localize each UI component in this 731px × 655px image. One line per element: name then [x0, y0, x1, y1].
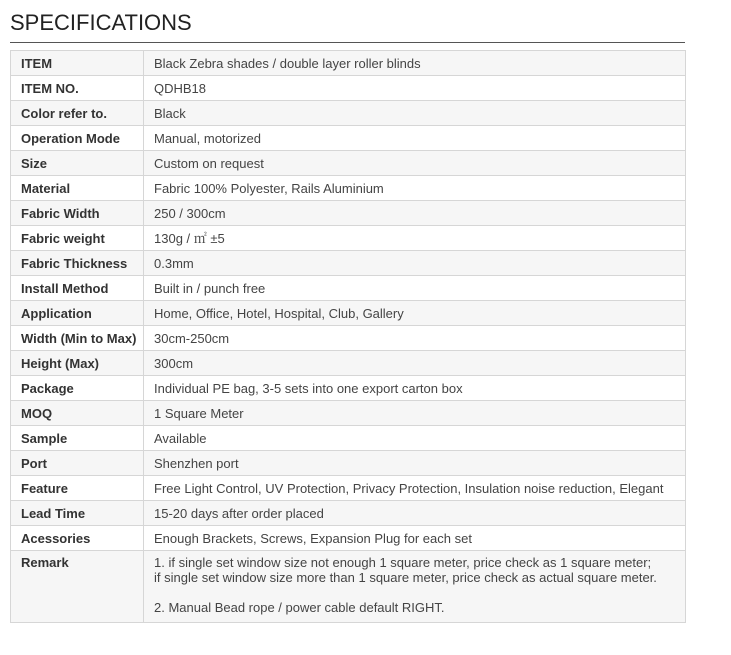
spec-value-application: Home, Office, Hotel, Hospital, Club, Gallery	[144, 301, 686, 326]
spec-label-material: Material	[11, 176, 144, 201]
spec-label-color: Color refer to.	[11, 101, 144, 126]
remark-line-3: 2. Manual Bead rope / power cable default RIGHT.	[154, 600, 445, 615]
spec-label-accessories: Acessories	[11, 526, 144, 551]
table-row-remark	[11, 551, 686, 623]
table-row	[11, 451, 686, 476]
spec-value-color: Black	[144, 101, 686, 126]
spec-value-package: Individual PE bag, 3-5 sets into one export carton box	[144, 376, 686, 401]
table-row	[11, 76, 686, 101]
spec-value-size: Custom on request	[144, 151, 686, 176]
spec-label-sample: Sample	[11, 426, 144, 451]
spec-label-fabric-width: Fabric Width	[11, 201, 144, 226]
table-row	[11, 176, 686, 201]
spec-value-remark	[144, 551, 686, 623]
remark-spacer	[154, 585, 685, 600]
title-divider	[10, 42, 685, 43]
spec-label-moq: MOQ	[11, 401, 144, 426]
spec-label-size: Size	[11, 151, 144, 176]
spec-value-sample: Available	[144, 426, 686, 451]
table-row	[11, 351, 686, 376]
table-row	[11, 126, 686, 151]
spec-value-fabric-width: 250 / 300cm	[144, 201, 686, 226]
spec-label-fabric-thickness: Fabric Thickness	[11, 251, 144, 276]
table-row	[11, 51, 686, 76]
table-row	[11, 101, 686, 126]
table-row	[11, 226, 686, 251]
table-row	[11, 426, 686, 451]
spec-value-lead-time: 15-20 days after order placed	[144, 501, 686, 526]
table-row	[11, 401, 686, 426]
spec-value-install-method: Built in / punch free	[144, 276, 686, 301]
spec-value-feature: Free Light Control, UV Protection, Privacy Protection, Insulation noise reduction, Elegant	[144, 476, 686, 501]
spec-value-moq: 1 Square Meter	[144, 401, 686, 426]
spec-value-height-max: 300cm	[144, 351, 686, 376]
table-row	[11, 301, 686, 326]
spec-label-install-method: Install Method	[11, 276, 144, 301]
spec-value-port: Shenzhen port	[144, 451, 686, 476]
spec-label-item: ITEM	[11, 51, 144, 76]
spec-label-lead-time: Lead Time	[11, 501, 144, 526]
table-row	[11, 526, 686, 551]
table-row	[11, 201, 686, 226]
spec-label-height-max: Height (Max)	[11, 351, 144, 376]
table-row	[11, 326, 686, 351]
table-row	[11, 376, 686, 401]
table-row	[11, 151, 686, 176]
remark-line-2: if single set window size more than 1 square meter, price check as actual square meter.	[154, 570, 657, 585]
table-row	[11, 501, 686, 526]
spec-label-width-range: Width (Min to Max)	[11, 326, 144, 351]
specifications-table	[10, 50, 686, 623]
spec-value-item-no: QDHB18	[144, 76, 686, 101]
spec-value-item: Black Zebra shades / double layer roller blinds	[144, 51, 686, 76]
spec-label-port: Port	[11, 451, 144, 476]
spec-value-width-range: 30cm-250cm	[144, 326, 686, 351]
remark-line-1: 1. if single set window size not enough 1 square meter, price check as 1 square meter;	[154, 555, 652, 570]
table-row	[11, 476, 686, 501]
spec-label-fabric-weight: Fabric weight	[11, 226, 144, 251]
table-row	[11, 276, 686, 301]
table-row	[11, 251, 686, 276]
spec-value-fabric-thickness: 0.3mm	[144, 251, 686, 276]
spec-label-feature: Feature	[11, 476, 144, 501]
spec-label-operation-mode: Operation Mode	[11, 126, 144, 151]
spec-value-accessories: Enough Brackets, Screws, Expansion Plug for each set	[144, 526, 686, 551]
page-title: SPECIFICATIONS	[10, 10, 192, 35]
spec-label-remark: Remark	[11, 551, 144, 623]
spec-value-operation-mode: Manual, motorized	[144, 126, 686, 151]
spec-label-application: Application	[11, 301, 144, 326]
spec-value-fabric-weight: 130g / ㎡ ±5	[144, 226, 686, 251]
spec-label-package: Package	[11, 376, 144, 401]
spec-value-material: Fabric 100% Polyester, Rails Aluminium	[144, 176, 686, 201]
spec-label-item-no: ITEM NO.	[11, 76, 144, 101]
